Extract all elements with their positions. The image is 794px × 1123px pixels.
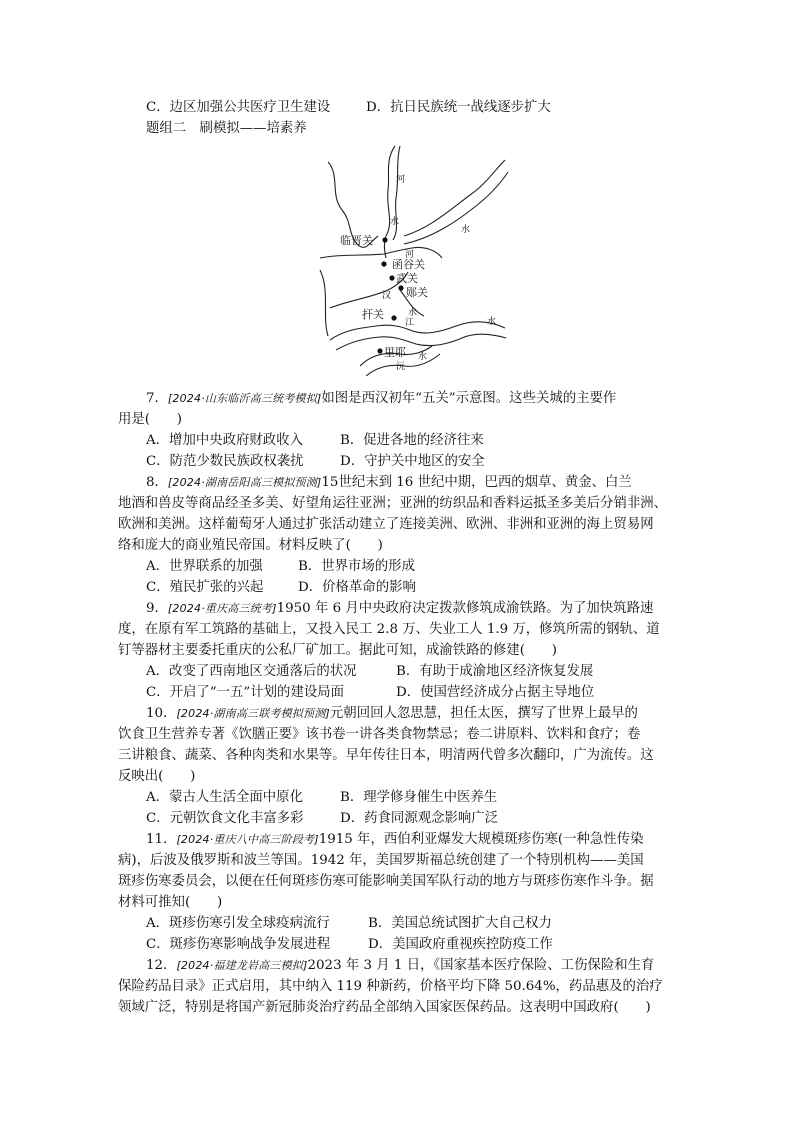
river-jiang	[330, 322, 505, 340]
q10-number: 10．	[146, 706, 177, 721]
q11-stem-line2: 病)，后波及俄罗斯和波兰等国。1942 年，美国罗斯福总统创建了一个特別机构——美国	[118, 853, 644, 868]
q11-stem-line3: 斑疹伤寒委员会，以便在任何斑疹伤寒可能影响美国军队行动的地方与斑疹伤寒作斗争。据	[118, 874, 654, 889]
q8-stem-line1	[146, 474, 632, 492]
q7-stem-line2: 用是( )	[118, 412, 183, 427]
river-jiang-2	[336, 334, 506, 350]
q10-text1: 元朝回回人忽思慧，担任太医，撰写了世界上最早的	[329, 706, 638, 721]
q12-stem-line2: 保险药品目录》正式启用，其中纳入 119 种新药，价格平均下降 50.64%，药品惠及的治疗	[118, 979, 663, 994]
q10-option-d: D．药食同源观念影响广泛	[340, 811, 499, 826]
pass-marker-liye	[377, 348, 382, 353]
q7-option-c: C．防范少数民族政权袭扰	[146, 454, 304, 469]
q8-text1: 15世纪末到 16 世纪中期，巴西的烟草、黄金、白兰	[321, 475, 632, 490]
q8-option-a: A．世界联系的加强	[146, 559, 263, 574]
q10-stem-line3: 三讲粮食、蔬菜、各种肉类和水果等。早年传往日本，明清两代曾多次翻印，广为流传。这	[118, 748, 654, 763]
river-label-shui-2: 水	[461, 225, 471, 235]
q10-stem-line4: 反映出( )	[118, 769, 196, 784]
q10-option-c: C．元朝饮食文化丰富多彩	[146, 811, 304, 826]
river-wei	[320, 247, 442, 258]
q9-option-a: A．改变了西南地区交通落后的状况	[146, 664, 357, 679]
q7-number: 7．	[146, 391, 168, 406]
pass-han: 扞关	[362, 308, 384, 321]
q11-option-c: C．斑疹伤寒影响战争发展进程	[146, 937, 331, 952]
q6-option-c: C．边区加强公共医疗卫生建设	[146, 100, 331, 115]
river-label-he: 河	[396, 175, 406, 185]
q11-number: 11．	[146, 832, 177, 847]
q8-option-b: B．世界市场的形成	[298, 559, 415, 574]
river-label-shui-4: 水	[487, 317, 497, 327]
river-label-he-2: 河	[405, 250, 415, 260]
pass-liye: 里耶	[384, 346, 406, 359]
q10-source: [2024·湖南高三联考模拟预测]	[176, 707, 330, 720]
river-label-yuan: 沅	[396, 362, 406, 372]
q9-source: [2024·重庆高三统考]	[167, 602, 277, 615]
river-label-jiang: 江	[405, 318, 415, 328]
q10-option-b: B．理学修身催生中医养生	[340, 790, 498, 805]
q8-source: [2024·湖南岳阳高三模拟预测]	[167, 476, 322, 489]
q7-option-a: A．增加中央政府财政收入	[146, 433, 303, 448]
q10-stem-line1	[146, 705, 638, 723]
river-label-shui-5: 水	[418, 352, 428, 362]
pass-marker-linjin	[382, 237, 387, 242]
q9-option-b: B．有助于成渝地区经济恢复发展	[396, 664, 594, 679]
q9-option-c: C．开启了“一五”计划的建设局面	[146, 685, 345, 700]
river-label-shui-3: 水	[408, 308, 418, 318]
q10-stem-line2: 饮食卫生营养专著《饮膳正要》该书卷一讲各类食物禁忌；卷二讲原料、饮料和食疗；卷	[118, 727, 641, 742]
q7-stem-line1	[146, 390, 616, 408]
river-label-han: 汉	[382, 291, 392, 301]
pass-marker-han	[391, 315, 396, 320]
q9-number: 9．	[146, 601, 168, 616]
five-passes-map	[300, 140, 510, 380]
q7-option-d: D．守护关中地区的安全	[340, 454, 485, 469]
pass-marker-wu	[389, 275, 394, 280]
q12-source: [2024·福建龙岩高三模拟]	[176, 959, 308, 972]
q8-stem-line3: 欧洲和美洲。这样葡萄牙人通过扩张活动建立了连接美洲、欧洲、非洲和亚洲的海上贸易网	[118, 517, 654, 532]
q11-stem-line1	[146, 831, 643, 849]
q9-text1: 1950 年 6 月中央政府决定拨款修筑成渝铁路。为了加快筑路速	[276, 601, 654, 616]
river-west-lower	[320, 270, 328, 336]
q8-option-c: C．殖民扩张的兴起	[146, 580, 264, 595]
q8-number: 8．	[146, 475, 168, 490]
q7-source: [2024·山东临沂高三统考模拟]	[167, 392, 322, 405]
pass-wu: 武关	[396, 272, 418, 285]
q10-option-a: A．蒙古人生活全面中原化	[146, 790, 303, 805]
q11-option-d: D．美国政府重视疾控防疫工作	[368, 937, 553, 952]
river-northeast-2	[404, 172, 508, 244]
q11-source: [2024·重庆八中高三阶段考]	[176, 833, 319, 846]
q8-stem-line4: 络和庞大的商业殖民帝国。材料反映了( )	[118, 538, 383, 553]
river-label-shui-1: 水	[390, 217, 400, 227]
group-title: 题组二 刷模拟——培素养	[146, 121, 307, 136]
q9-option-d: D．使国营经济成分占据主导地位	[396, 685, 595, 700]
q7-option-b: B．促进各地的经济往来	[340, 433, 484, 448]
q12-number: 12．	[146, 958, 177, 973]
q8-stem-line2: 地酒和兽皮等商品经圣多美、好望角运往亚洲；亚洲的纺织品和香料运抵圣多美后分销非洲、	[118, 496, 668, 511]
q9-stem-line2: 度，在原有军工筑路的基础上，又投入民工 2.8 万、失业工人 1.9 万，修筑所需的钢轨、道	[118, 622, 660, 637]
pass-yun: 郧关	[406, 286, 428, 299]
q8-option-d: D．价格革命的影响	[298, 580, 416, 595]
q9-stem-line3: 钉等器材主要委托重庆的公私厂矿加工。据此可知，成渝铁路的修建( )	[118, 643, 557, 658]
pass-marker-yun	[398, 285, 403, 290]
q12-stem-line3: 领域广泛，特别是将国产新冠肺炎治疗药品全部纳入国家医保药品。这表明中国政府( )	[118, 1000, 651, 1015]
q12-stem-line1	[146, 957, 654, 975]
q7-text1: 如图是西汉初年“五关”示意图。这些关城的主要作	[321, 391, 617, 406]
q11-stem-line4: 材料可推知( )	[118, 895, 223, 910]
pass-linjin: 临晋关	[340, 234, 373, 247]
pass-hangu: 函谷关	[392, 258, 425, 271]
river-northeast	[404, 160, 505, 236]
q11-option-b: B．美国总统试图扩大自己权力	[368, 916, 552, 931]
q11-text1: 1915 年，西伯利亚爆发大规模斑疹伤寒(一种急性传染	[318, 832, 644, 847]
q6-option-d: D．抗日民族统一战线逐步扩大	[366, 100, 551, 115]
q12-text1: 2023 年 3 月 1 日，《国家基本医疗保险、工伤保险和生育	[307, 958, 655, 973]
q11-option-a: A．斑疹伤寒引发全球疫病流行	[146, 916, 330, 931]
pass-marker-hangu	[381, 261, 386, 266]
q9-stem-line1	[146, 600, 653, 618]
